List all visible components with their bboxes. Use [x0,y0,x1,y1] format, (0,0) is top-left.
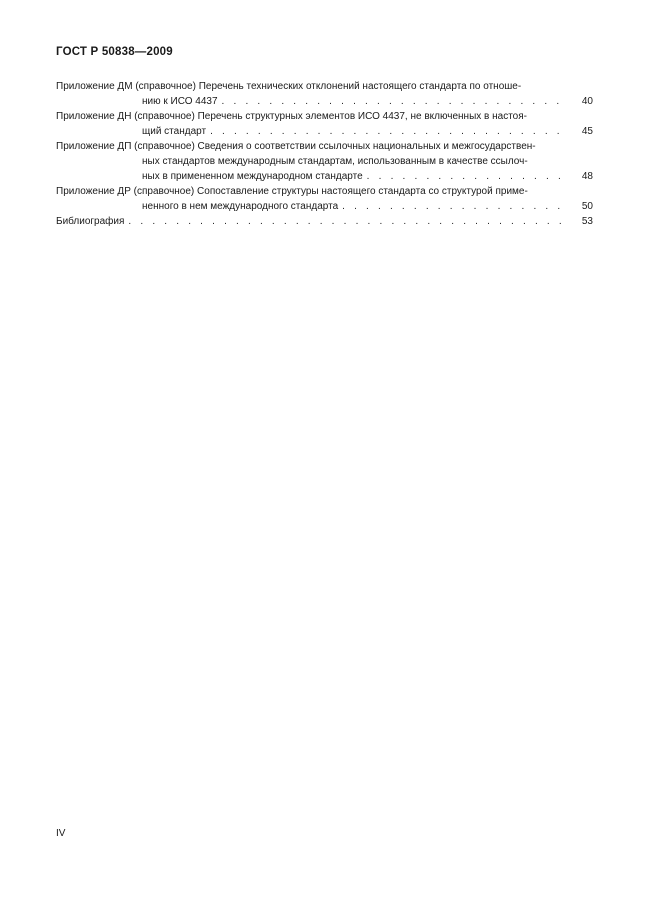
toc-entry-text-middle: ных стандартов международным стандартам, использованным в качестве ссылоч- [142,155,528,167]
toc-entry-text-end: ненного в нем международного стандарта [142,200,339,212]
toc-entry-text: (справочное) Сведения о соответствии ссылочных национальных и межгосударствен- [134,141,536,153]
toc-leader-dots [210,125,567,140]
toc-entry-label: Приложение ДМ [56,81,133,92]
toc-entry-text: (справочное) Перечень технических отклонений настоящего стандарта по отноше- [135,81,522,92]
toc-entry-dn[interactable] [56,110,593,139]
toc-entry-label: Приложение ДР [56,186,131,198]
toc-leader-dots [222,95,567,110]
toc-entry-text-end: ных в примененном международном стандарте [142,170,363,182]
toc-entry-label: Приложение ДП [56,141,132,153]
toc-entry-dr[interactable] [56,185,593,214]
page-number: IV [56,828,66,839]
toc-entry-dm[interactable] [56,80,593,109]
toc-leader-dots [128,215,567,230]
toc-page-number: 40 [581,95,593,107]
toc-page-number: 45 [581,125,593,137]
toc-page-number: 53 [581,216,593,228]
toc-entry-text: (справочное) Перечень структурных элементов ИСО 4437, не включенных в настоя- [134,111,527,123]
toc-leader-dots [342,200,567,215]
toc-entry-text-end: нию к ИСО 4437 [142,95,218,107]
document-header: ГОСТ Р 50838—2009 [56,46,173,58]
toc-entry-text: (справочное) Сопоставление структуры настоящего стандарта со структурой приме- [133,186,528,198]
toc-page-number: 48 [581,170,593,182]
toc-page-number: 50 [581,200,593,212]
table-of-contents [56,80,593,231]
toc-entry-dp[interactable] [56,140,593,184]
toc-entry-bibliography[interactable] [56,215,593,230]
toc-entry-label: Библиография [56,216,125,228]
toc-entry-label: Приложение ДН [56,111,132,123]
toc-leader-dots [367,170,567,185]
toc-entry-text-end: щий стандарт [142,125,207,137]
